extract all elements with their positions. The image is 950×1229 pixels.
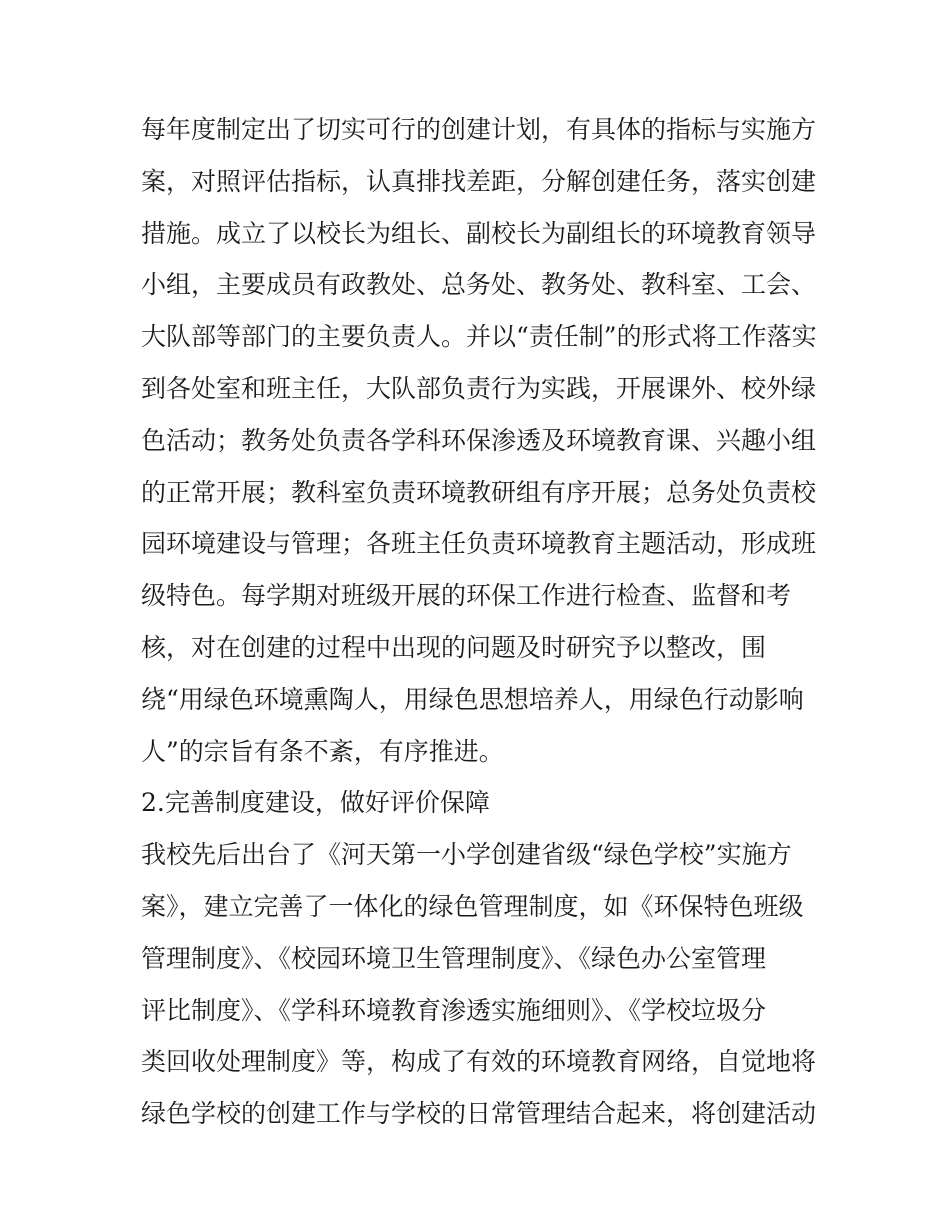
text-line: 案》，建立完善了一体化的绿色管理制度，如《环保特色班级 [141,891,804,921]
text-line: 色活动；教务处负责各学科环保渗透及环境教育课、兴趣小组 [141,425,817,455]
text-line: 绿色学校的创建工作与学校的日常管理结合起来，将创建活动 [141,1099,817,1129]
text-line: 的正常开展；教科室负责环境教研组有序开展；总务处负责校 [141,477,817,507]
text-line: 每年度制定出了切实可行的创建计划，有具体的指标与实施方 [141,115,817,144]
text-line: 园环境建设与管理；各班主任负责环境教育主题活动，形成班 [141,529,817,559]
text-line: 绕“用绿色环境熏陶人，用绿色思想培养人，用绿色行动影响 [141,684,804,714]
text-line: 大队部等部门的主要负责人。并以“责任制”的形式将工作落实 [141,322,817,352]
text-line: 核，对在创建的过程中出现的问题及时研究予以整改，围 [141,632,767,662]
body-text [141,104,821,1140]
text-line: 类回收处理制度》等，构成了有效的环境教育网络，自觉地将 [141,1047,817,1077]
text-line: 我校先后出台了《河天第一小学创建省级“绿色学校”实施方 [141,840,792,870]
text-line: 到各处室和班主任，大队部负责行为实践，开展课外、校外绿 [141,373,817,403]
text-line: 措施。成立了以校长为组长、副校长为副组长的环境教育领导 [141,218,817,248]
text-line: 管理制度》、《校园环境卫生管理制度》、《绿色办公室管理 [141,943,767,973]
text-line: 评比制度》、《学科环境教育渗透实施细则》、《学校垃圾分 [141,995,767,1025]
text-line: 人”的宗旨有条不紊，有序推进。 [141,736,504,766]
section-heading: 2.完善制度建设，做好评价保障 [141,788,490,818]
text-line: 案，对照评估指标，认真排找差距，分解创建任务，落实创建 [141,166,817,196]
text-line: 级特色。每学期对班级开展的环保工作进行检查、监督和考 [141,581,792,611]
text-line: 小组，主要成员有政教处、总务处、教务处、教科室、工会、 [141,270,817,300]
